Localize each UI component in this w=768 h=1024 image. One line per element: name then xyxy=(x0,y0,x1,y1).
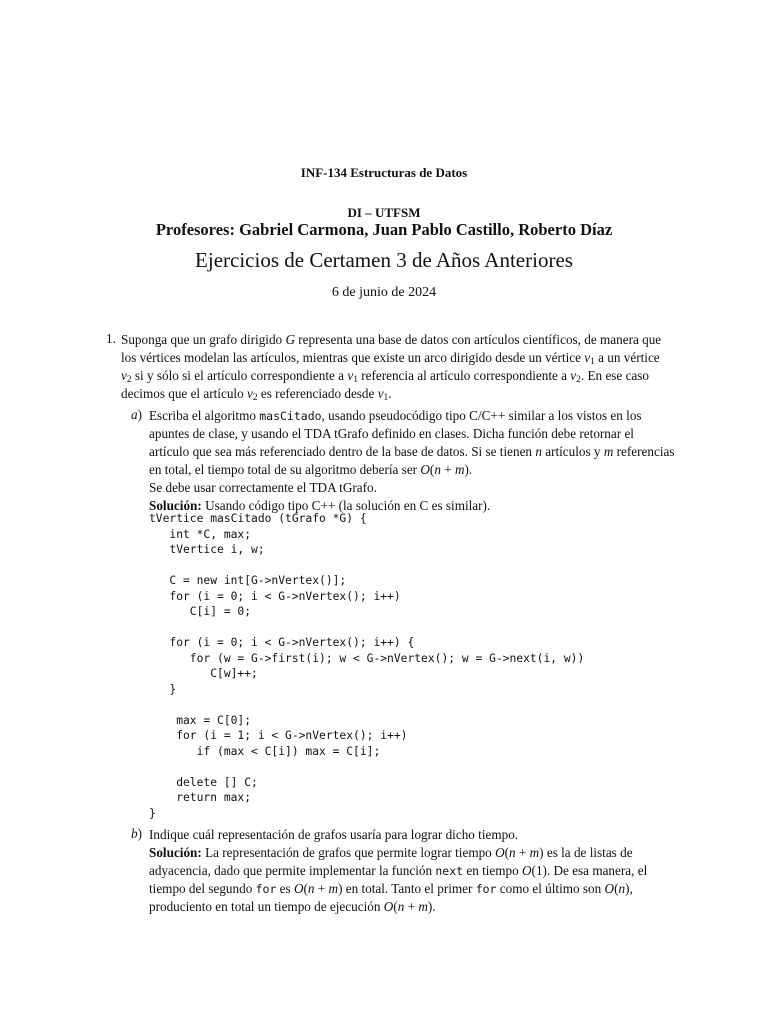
part-a-statement xyxy=(149,407,679,515)
statement-line: en total, el tiempo total de su algoritmo debería ser O(n + m). xyxy=(149,462,473,477)
solution-line: produciento en total un tiempo de ejecución O(n + m). xyxy=(149,899,436,914)
statement-line: decimos que el artículo $v_2$ es referenciado desde $v_1$. xyxy=(121,386,392,403)
department: DI – UTFSM xyxy=(347,205,421,220)
part-b-statement: Indique cuál representación de grafos usaría para lograr dicho tiempo. xyxy=(149,827,519,842)
statement-line: apuntes de clase, y usando el TDA tGrafo definido en clases. Dicha función debe retornar el xyxy=(149,426,634,441)
part-a-label: a) xyxy=(131,407,142,422)
part-b-label: b) xyxy=(131,826,142,841)
solution-text: Usando código tipo C++ (la solución en C es similar). xyxy=(205,498,491,513)
course-title: INF-134 Estructuras de Datos xyxy=(300,165,468,180)
question-statement xyxy=(121,331,679,403)
document-date: 6 de junio de 2024 xyxy=(331,285,437,300)
statement-line: artículo que sea más referenciado dentro de la base de datos. Si se tienen n artículos y m referencias xyxy=(149,444,675,459)
code-block: tVertice masCitado (tGrafo *G) { int *C, max; tVertice i, w; C = new int[G->nVertex()]; for (i = 0; i < G->nVertex(); i++) C[i] = 0; for (i = 0; i < G->nVertex(); i++) { for (w = G->first(i); w < G->nVertex(); w = G->next(i, w)) C[w]++; } max = C[0]; for (i = 1; i < G->nVertex(); i++) if (max < C[i]) max = C[i]; delete [] C; return max; } xyxy=(149,512,585,820)
part-b-content xyxy=(149,826,679,916)
solution-line: Solución: La representación de grafos que permite lograr tiempo O(n + m) es la de listas de xyxy=(149,845,633,860)
solution-line: tiempo del segundo for es O(n + m) en total. Tanto el primer for como el último son O(n), xyxy=(149,881,633,896)
statement-line: $v_2$ si y sólo si el artículo correspondiente a $v_1$ referencia al artículo correspondiente a $v_2$. En ese caso xyxy=(121,368,650,385)
professors: Profesores: Gabriel Carmona, Juan Pablo Castillo, Roberto Díaz xyxy=(155,220,613,239)
statement-line: Suponga que un grafo dirigido G representa una base de datos con artículos científicos, de manera que xyxy=(121,332,662,347)
statement-line: los vértices modelan las artículos, mientras que existe un arco dirigido desde un vértice $v_1$ a un vértice xyxy=(121,350,660,367)
statement-line: Escriba el algoritmo masCitado, usando pseudocódigo tipo C/C++ similar a los vistos en los xyxy=(149,408,642,423)
question-number: 1. xyxy=(106,331,116,346)
solution-label: Solución: xyxy=(149,498,202,513)
statement-line: Se debe usar correctamente el TDA tGrafo. xyxy=(149,480,377,495)
solution-label: Solución: xyxy=(149,845,202,860)
solution-line: adyacencia, dado que permite implementar la función next en tiempo O(1). De esa manera, el xyxy=(149,863,648,878)
document-title: Ejercicios de Certamen 3 de Años Anteriores xyxy=(195,248,573,272)
